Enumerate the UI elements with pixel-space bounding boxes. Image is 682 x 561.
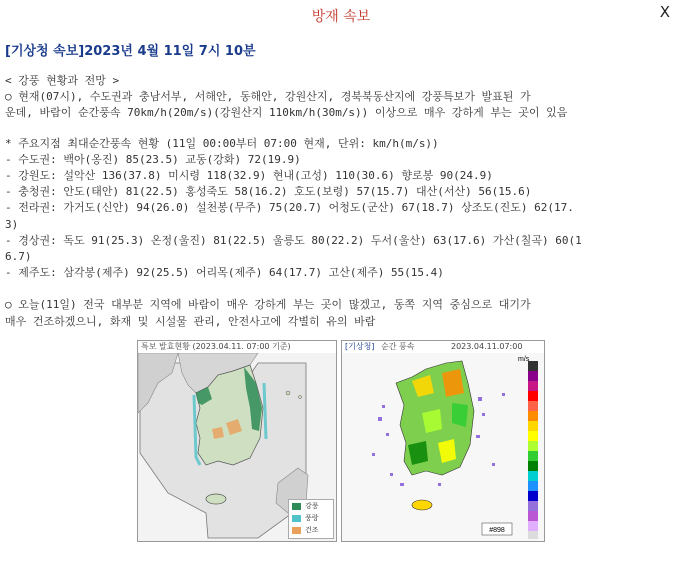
warning-map: [137, 340, 337, 542]
gust-map-graphic: [342, 353, 544, 541]
scale-unit: m/s: [518, 356, 530, 363]
region-line: 6.7): [5, 250, 32, 264]
close-button[interactable]: X: [659, 3, 670, 21]
region-line: - 경상권: 독도 91(25.3) 온정(울진) 81(22.5) 울릉도 80(22.2) 두서(울산) 63(17.6) 가산(칠곡) 60(1: [5, 233, 582, 247]
legend-item: 강풍: [289, 500, 333, 512]
gust-map-header: [기상청] 순간 풍속 2023.04.11.07:00: [345, 342, 523, 351]
headline: [기상청 속보]2023년 4월 11일 7시 10분: [5, 44, 256, 59]
gust-map: [341, 340, 545, 542]
bulletin-body: [5, 73, 675, 330]
region-line: - 강원도: 설악산 136(37.8) 미시령 118(32.9) 현내(고성) 110(30.6) 향로봉 90(24.9): [5, 169, 493, 183]
region-line: - 제주도: 삼각봉(제주) 92(25.5) 어리목(제주) 64(17.7) 고산(제주) 55(15.4): [5, 266, 444, 280]
warning-map-header: 특보 발효현황 (2023.04.11. 07:00 기준): [141, 342, 291, 351]
region-line: - 수도권: 백아(옹진) 85(23.5) 교동(강화) 72(19.9): [5, 152, 301, 166]
map-images: [137, 340, 545, 542]
stations-title: * 주요지점 최대순간풍속 현황 (11일 00:00부터 07:00 현재, 단위: km/h(m/s)): [5, 136, 439, 150]
section-title: < 강풍 현황과 전망 >: [5, 74, 120, 87]
warning-legend: [288, 499, 334, 539]
dialog-title: 방재 속보: [311, 9, 371, 25]
region-line: 3): [5, 217, 19, 231]
legend-item: 풍랑: [289, 512, 333, 524]
region-line: - 전라권: 가거도(신안) 94(26.0) 설천봉(무주) 75(20.7) 어청도(군산) 67(18.7) 상조도(진도) 62(17.: [5, 201, 574, 215]
map-badge: #898: [489, 527, 505, 534]
outlook-line: 매우 건조하겠으니, 화재 및 시설물 관리, 안전사고에 각별히 유의 바람: [5, 314, 376, 328]
status-line: 운데, 바람이 순간풍속 70km/h(20m/s)(강원산지 110km/h(30m/s)) 이상으로 매우 강하게 부는 곳이 있음: [5, 106, 568, 120]
legend-item: 건조: [289, 524, 333, 536]
outlook-line: ○ 오늘(11일) 전국 대부분 지역에 바람이 매우 강하게 부는 곳이 많겠고, 동쪽 지역 중심으로 대기가: [5, 298, 531, 312]
region-line: - 충청권: 안도(태안) 81(22.5) 홍성죽도 58(16.2) 호도(보령) 57(15.7) 대산(서산) 56(15.6): [5, 185, 532, 199]
status-line: ○ 현재(07시), 수도권과 충남서부, 서해안, 동해안, 강원산지, 경북북동산지에 강풍특보가 발표된 가: [5, 90, 531, 104]
